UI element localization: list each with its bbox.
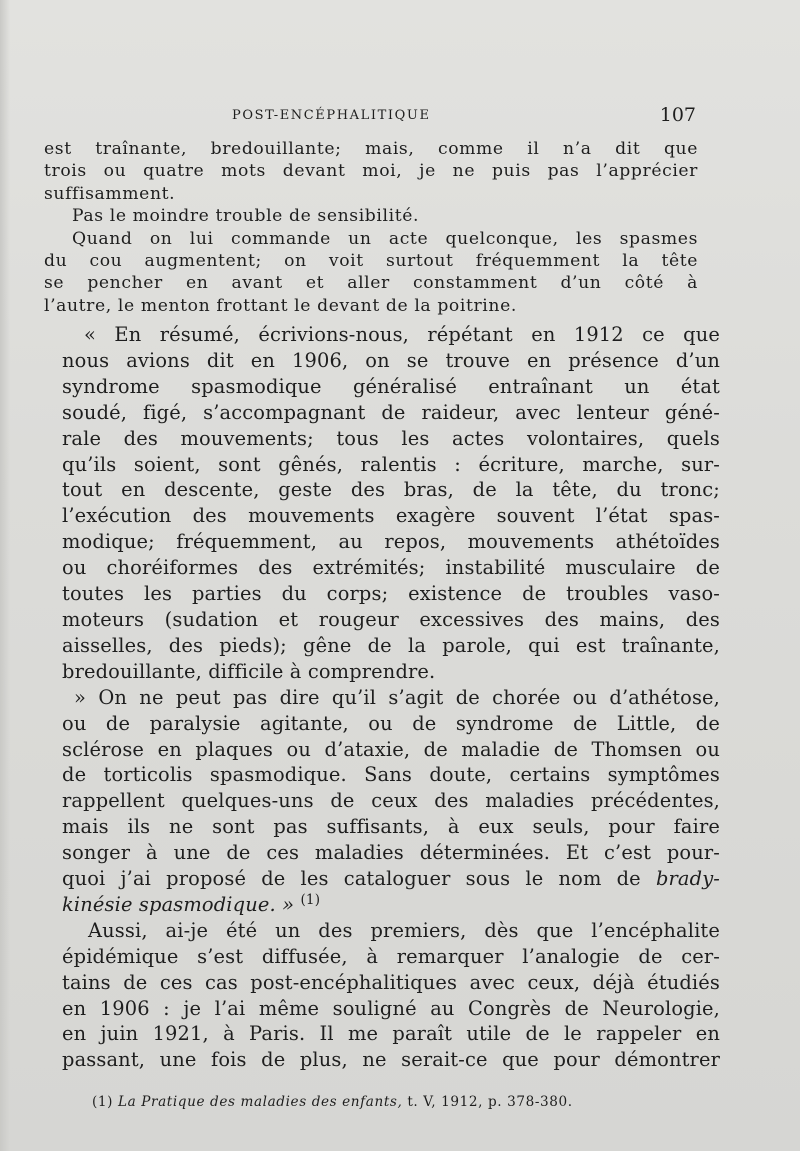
footnote-reference[interactable]: (1) [300, 892, 321, 909]
footnote-citation: t. V, 1912, p. 378-380. [402, 1094, 573, 1110]
text-line: est traînante, bredouillante; mais, comme il n’a dit que [44, 139, 698, 159]
text-line: songer à une de ces maladies déterminées. Et c’est pour- [62, 841, 720, 865]
text-line: tains de ces cas post-encéphalitiques avec ceux, déjà étudiés [62, 970, 720, 994]
text-line: Aussi, ai-je été un des premiers, dès que l’encéphalite [88, 918, 720, 942]
footnote [92, 1094, 712, 1110]
case-description-paragraph [44, 138, 698, 317]
footnote-marker: (1) [92, 1094, 114, 1110]
text-line: mais ils ne sont pas suffisants, à eux seuls, pour faire [62, 815, 720, 839]
text-line: sclérose en plaques ou d’ataxie, de maladie de Thomsen ou [62, 737, 720, 761]
text-line: l’exécution des mouvements exagère souvent l’état spas- [62, 504, 720, 528]
text-line: nous avions dit en 1906, on se trouve en présence d’un [62, 348, 720, 372]
text-line: de torticolis spasmodique. Sans doute, certains symptômes [62, 763, 720, 787]
text-line: aisselles, des pieds); gêne de la parole, qui est traînante, [62, 633, 720, 657]
text-line: rappellent quelques-uns de ceux des maladies précédentes, [62, 789, 720, 813]
page-number: 107 [659, 104, 696, 126]
text-line: moteurs (sudation et rougeur excessives des mains, des [62, 607, 720, 631]
text-line: soudé, figé, s’accompagnant de raideur, avec lenteur géné- [62, 400, 720, 424]
text-line: en 1906 : je l’ai même souligné au Congrès de Neurologie, [62, 996, 720, 1020]
text-line: bredouillante, difficile à comprendre. [62, 659, 436, 683]
main-text-body [62, 322, 720, 1073]
text-line: trois ou quatre mots devant moi, je ne puis pas l’apprécier [44, 161, 698, 182]
text-line: Quand on lui commande un acte quelconque, les spasmes [72, 228, 698, 249]
italic-term: kinésie spasmodique. » [62, 892, 301, 916]
text-line: toutes les parties du corps; existence de troubles vaso- [62, 582, 720, 606]
text-line: se pencher en avant et aller constamment d’un côté à [44, 273, 698, 294]
page-header [0, 104, 800, 134]
text-line: rale des mouvements; tous les actes volontaires, quels [62, 426, 720, 450]
text-line: qu’ils soient, sont gênés, ralentis : écriture, marche, sur- [62, 452, 720, 476]
text-line: syndrome spasmodique généralisé entraînant un état [62, 374, 720, 398]
text-line: épidémique s’est diffusée, à remarquer l’analogie de cer- [62, 944, 720, 968]
line-text: quoi j’ai proposé de les cataloguer sous le nom de [62, 867, 641, 891]
text-line: » On ne peut pas dire qu’il s’agit de chorée ou d’athétose, [74, 685, 720, 709]
italic-term: brady- [655, 867, 720, 891]
text-line: du cou augmentent; on voit surtout fréquemment la tête [44, 251, 698, 272]
text-line: suffisamment. [44, 183, 176, 204]
text-line: « En résumé, écrivions-nous, répétant en 1912 ce que [84, 323, 720, 346]
text-line: en juin 1921, à Paris. Il me paraît utile de le rappeler en [62, 1022, 720, 1046]
running-title: POST-ENCÉPHALITIQUE [232, 108, 431, 123]
text-line: tout en descente, geste des bras, de la tête, du tronc; [62, 478, 720, 502]
text-line: ou choréiformes des extrémités; instabilité musculaire de [62, 556, 720, 580]
text-line: l’autre, le menton frottant le devant de la poitrine. [44, 295, 517, 316]
text-line: passant, une fois de plus, ne serait-ce que pour démontrer [62, 1048, 720, 1072]
text-line: modique; fréquemment, au repos, mouvements athétoïdes [62, 530, 720, 554]
text-line-with-footnote-ref [62, 892, 720, 918]
text-line: ou de paralysie agitante, ou de syndrome de Little, de [62, 711, 720, 735]
text-line-with-italic [62, 866, 720, 892]
text-line: Pas le moindre trouble de sensibilité. [72, 206, 420, 227]
footnote-book-title: La Pratique des maladies des enfants, [117, 1094, 403, 1110]
page-edge-shadow [0, 0, 10, 1151]
